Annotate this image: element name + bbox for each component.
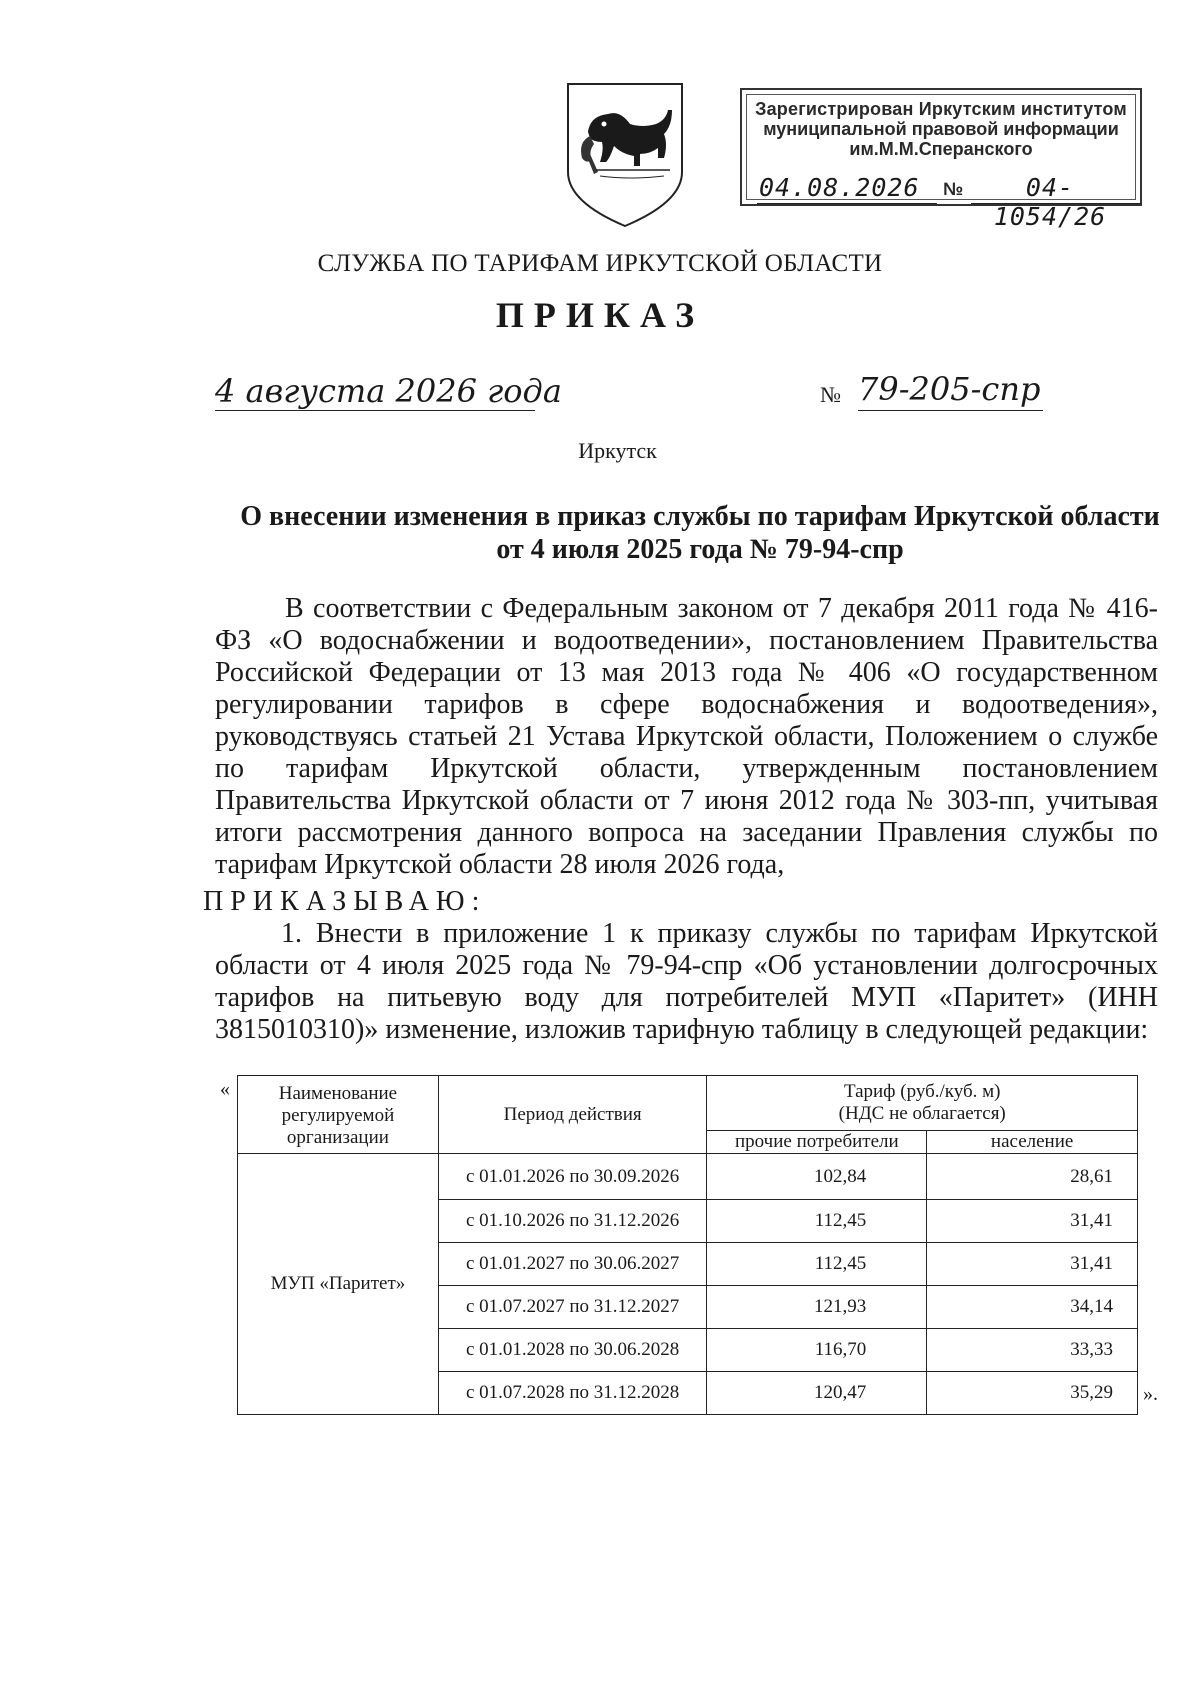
stamp-line-3: им.М.М.Сперанского [849, 139, 1033, 159]
other-tariff-cell: 120,47 [707, 1372, 927, 1415]
population-tariff-cell: 31,41 [927, 1243, 1138, 1286]
document-title [200, 500, 1200, 566]
document-type-heading: ПРИКАЗ [495, 295, 705, 335]
other-tariff-cell: 116,70 [707, 1329, 927, 1372]
population-tariff-cell: 34,14 [927, 1286, 1138, 1329]
stamp-number-label: № [943, 179, 964, 199]
stamp-registration-line [755, 173, 1127, 231]
stamp-line-1: Зарегистрирован Иркутским институтом [755, 99, 1127, 119]
period-cell: с 01.01.2028 по 30.06.2028 [438, 1329, 707, 1372]
stamp-inner-frame [746, 94, 1136, 231]
city-name: Иркутск [578, 438, 657, 463]
stamp-date-underline [757, 203, 937, 204]
population-tariff-cell: 33,33 [927, 1329, 1138, 1372]
other-tariff-cell: 121,93 [707, 1286, 927, 1329]
header-tariff [707, 1076, 1138, 1131]
order-number-underline [858, 410, 1043, 411]
agency-name: СЛУЖБА ПО ТАРИФАМ ИРКУТСКОЙ ОБЛАСТИ [317, 250, 883, 277]
preamble-paragraph [215, 593, 1158, 881]
population-tariff-cell: 35,29 [927, 1372, 1138, 1415]
header-other-consumers: прочие потребители [707, 1131, 927, 1154]
stamp-registration-date: 04.08.2026 [759, 173, 920, 202]
org-name-cell: МУП «Паритет» [238, 1154, 439, 1415]
period-cell: с 01.07.2027 по 31.12.2027 [438, 1286, 707, 1329]
document-title-line-2: от 4 июля 2025 года № 79-94-спр [496, 534, 904, 565]
registration-stamp [740, 88, 1142, 231]
stamp-registration-number: 04-1054/26 [993, 173, 1107, 231]
table-row [238, 1154, 1138, 1200]
stamp-number-underline [971, 203, 1141, 204]
other-tariff-cell: 112,45 [707, 1200, 927, 1243]
period-cell: с 01.10.2026 по 31.12.2026 [438, 1200, 707, 1243]
period-cell: с 01.07.2028 по 31.12.2028 [438, 1372, 707, 1415]
document-title-line-1: О внесении изменения в приказ службы по тарифам Иркутской области [240, 501, 1160, 532]
order-number-handwritten: 79-205-спр [858, 370, 1041, 408]
other-tariff-cell: 112,45 [707, 1243, 927, 1286]
item-1-paragraph [215, 918, 1158, 1046]
order-date-underline [215, 410, 535, 411]
population-tariff-cell: 31,41 [927, 1200, 1138, 1243]
order-date-handwritten: 4 августа 2026 года [215, 372, 562, 410]
tariff-table [237, 1075, 1138, 1415]
header-tariff-line-2: (НДС не облагается) [838, 1103, 1006, 1124]
header-tariff-line-1: Тариф (руб./куб. м) [843, 1081, 1001, 1102]
preamble-text: В соответствии с Федеральным законом от 7 декабря 2011 года № 416-ФЗ «О водоснабжении и водоотведении», постановлением Правительства Российской Федерации от 13 мая 2013 года № 406 «О государственном регулировании тарифов в сфере водоснабжения и водоотведения», руководствуясь статьей 21 Устава Иркутской области, Положением о службе по тарифам Иркутской области, утвержденным постановлением Правительства Иркутской области от 7 июня 2012 года № 303-пп, учитывая итоги рассмотрения данного вопроса на заседании Правления службы по тарифам Иркутской области 28 июля 2026 года, [215, 593, 1158, 880]
table-opening-quote: « [220, 1078, 230, 1100]
header-period: Период действия [438, 1076, 707, 1154]
coat-of-arms-emblem [560, 80, 690, 230]
other-tariff-cell: 102,84 [707, 1154, 927, 1200]
order-number-label: № [820, 382, 841, 407]
header-population: население [927, 1131, 1138, 1154]
item-1-text: 1. Внести в приложение 1 к приказу службы по тарифам Иркутской области от 4 июля 2025 года № 79-94-спр «Об установлении долгосрочных тарифов на питьевую воду для потребителей МУП «Паритет» (ИНН 3815010310)» изменение, изложив тарифную таблицу в следующей редакции: [215, 918, 1158, 1045]
population-tariff-cell: 28,61 [927, 1154, 1138, 1200]
period-cell: с 01.01.2027 по 30.06.2027 [438, 1243, 707, 1286]
table-header-row [238, 1076, 1138, 1131]
stamp-line-2: муниципальной правовой информации [763, 119, 1119, 139]
table-closing-quote: ». [1143, 1383, 1158, 1405]
header-org: Наименование регулируемой организации [238, 1076, 439, 1154]
order-word: ПРИКАЗЫВАЮ: [203, 886, 487, 917]
period-cell: с 01.01.2026 по 30.09.2026 [438, 1154, 707, 1200]
